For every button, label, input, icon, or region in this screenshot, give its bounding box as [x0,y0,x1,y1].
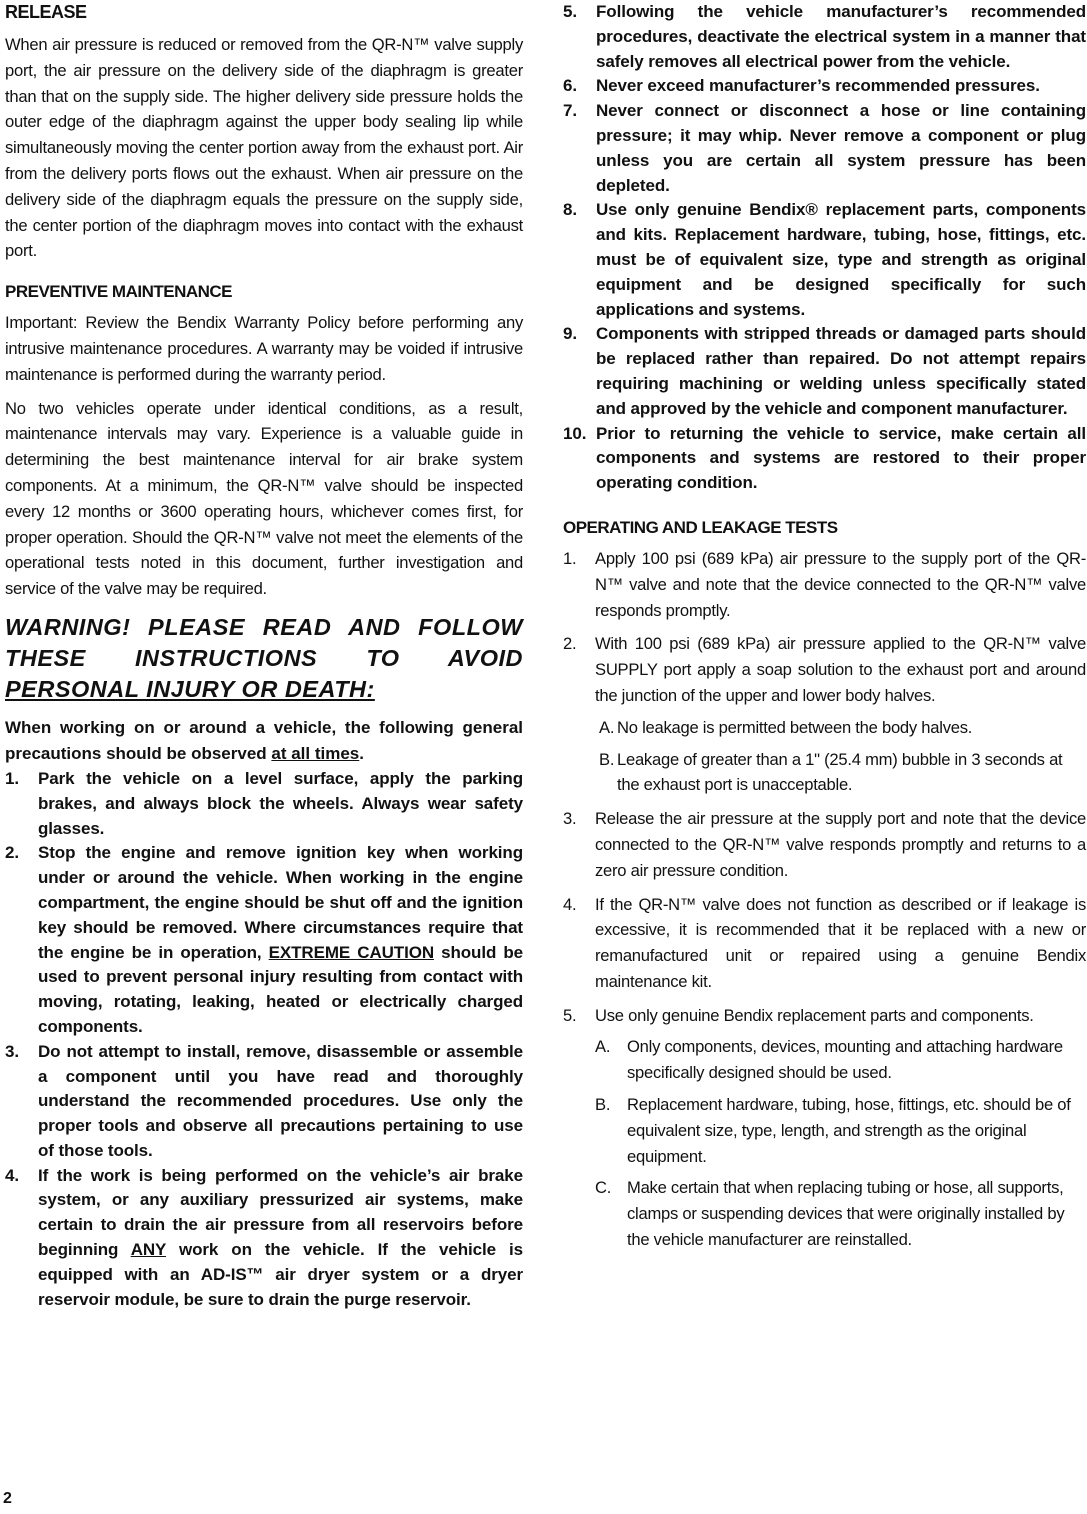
warning-line-3: PERSONAL INJURY OR DEATH: [5,675,375,702]
test-sublist [595,715,1086,798]
tests-list [563,546,1086,1253]
test-item: 1. Apply 100 psi (689 kPa) air pressure to the supply port of the QR-N™ valve and note that the device connected to the QR-N™ valve responds promptly. [563,548,1086,620]
maintenance-paragraph-1: Important: Review the Bendix Warranty Policy before performing any intrusive maintenance procedures. A warranty may be voided if intrusive maintenance is performed during the warranty period. [5,313,523,384]
precaution-item: 10. Prior to returning the vehicle to service, make certain all components and systems are restored to their proper operating condition. [563,423,1086,493]
precaution-item: 3. Do not attempt to install, remove, disassemble or assemble a component until you have read and thoroughly understand the recommended procedures. Use only the proper tools and observe all precautions pertaining to use of those tools. [5,1041,523,1160]
maintenance-paragraph-2: No two vehicles operate under identical conditions, as a result, maintenance intervals may vary. Experience is a valuable guide in determining the best maintenance interval for air brake system components. At a minimum, the QR-N™ valve should be inspected every 12 months or 3600 operating hours, whichever comes first, for proper operation. Should the QR-N™ valve not meet the elements of the operational tests noted in this document, further investigation and service of the valve may be required. [5,398,523,599]
warning-intro: When working on or around a vehicle, the following general precautions should be observed at all times. [5,717,523,763]
precaution-item: 6. Never exceed manufacturer’s recommended pressures. [563,76,1040,96]
test-subitem: B. Leakage of greater than a 1" (25.4 mm) bubble in 3 seconds at the exhaust port is unacceptable. [599,749,1063,795]
release-heading: RELEASE [5,2,87,22]
test-item: 3. Release the air pressure at the supply port and note that the device connected to the QR-N™ valve responds promptly and returns to a zero air pressure condition. [563,809,1086,880]
test-subitem: A. Only components, devices, mounting and attaching hardware specifically designed should be used. [595,1037,1063,1083]
release-paragraph: When air pressure is reduced or removed from the QR-N™ valve supply port, the air pressure on the delivery side of the diaphragm is greater than that on the supply side. The higher delivery side pressure holds the outer edge of the diaphragm against the upper body sealing lip while simultaneously moving the center portion away from the exhaust port. Air from the delivery ports flows out the exhaust. When air pressure on the delivery side of the diaphragm equals the pressure on the supply side, the center portion of the diaphragm moves into contact with the exhaust port. [5,35,523,261]
test-sublist [595,1034,1086,1252]
precautions-list-left [5,767,523,1313]
test-subitem: C. Make certain that when replacing tubing or hose, all supports, clamps or suspending devices that were originally installed by the vehicle manufacturer are reinstalled. [595,1178,1065,1250]
test-subitem: A. No leakage is permitted between the body halves. [599,717,973,737]
precaution-item: 8. Use only genuine Bendix® replacement parts, components and kits. Replacement hardware, tubing, hose, fittings, etc. must be of equivalent size, type and strength as original equipment and be designed specifically for such applications and systems. [563,200,1086,319]
left-column [5,0,523,1312]
precaution-item: 5. Following the vehicle manufacturer’s recommended procedures, deactivate the electrical system in a manner that safely removes all electrical power from the vehicle. [563,2,1086,71]
tests-heading: OPERATING AND LEAKAGE TESTS [563,517,838,537]
precaution-item: 4. If the work is being performed on the vehicle’s air brake system, or any auxiliary pressurized air systems, make certain to drain the air pressure from all reservoirs before beginning ANY work on the vehicle. If the vehicle is equipped with an AD-IS™ air dryer system or a dryer reservoir module, be sure to drain the purge reservoir. [5,1165,523,1309]
precaution-item: 7. Never connect or disconnect a hose or line containing pressure; it may whip. Never remove a component or plug unless you are certain all system pressure has been depleted. [563,101,1086,195]
page-number: 2 [3,1490,12,1507]
precaution-item: 1. Park the vehicle on a level surface, apply the parking brakes, and always block the wheels. Always wear safety glasses. [5,768,523,838]
maintenance-heading: PREVENTIVE MAINTENANCE [5,282,233,302]
test-item: 5. Use only genuine Bendix replacement parts and components. A. Only components, devices, mounting and attaching hardware specifically designed should be used. B. Replacement hardware, tubing, hose, fittings, etc. should be of equivalent size, type, length, and strength as the original equipment. C. Make certain that when replacing tubing or hose, all supports, clamps or suspending devices that were originally installed by the vehicle manufacturer are reinstalled. [563,1003,1086,1253]
precaution-item: 2. Stop the engine and remove ignition key when working under or around the vehicle. When working in the engine compartment, the engine should be shut off and the ignition key should be removed. Where circumstances require that the engine be in operation, EXTREME CAUTION should be used to prevent personal injury resulting from contact with moving, rotating, leaking, heated or electrically charged components. [5,843,523,1036]
test-item: 2. With 100 psi (689 kPa) air pressure applied to the QR-N™ valve SUPPLY port apply a soap solution to the exhaust port and around the junction of the upper and lower body halves. A. No leakage is permitted between the body halves. B. Leakage of greater than a 1" (25.4 mm) bubble in 3 seconds at the exhaust port is unacceptable. [563,631,1086,798]
precaution-item: 9. Components with stripped threads or damaged parts should be replaced rather than repaired. Do not attempt repairs requiring machining or welding unless specifically stated and approved by the vehicle and component manufacturer. [563,324,1086,418]
warning-line-2: THESE INSTRUCTIONS TO AVOID [5,644,523,671]
right-column [563,0,1086,1261]
test-subitem: B. Replacement hardware, tubing, hose, fittings, etc. should be of equivalent size, type, length, and strength as the original equipment. [595,1095,1071,1166]
warning-heading [5,612,523,705]
warning-line-1: WARNING! PLEASE READ AND FOLLOW [5,613,523,640]
precautions-list-right [563,0,1086,496]
test-item: 4. If the QR-N™ valve does not function as described or if leakage is excessive, it is recommended that it be replaced with a new or remanufactured unit or repaired using a genuine Bendix maintenance kit. [563,894,1086,991]
